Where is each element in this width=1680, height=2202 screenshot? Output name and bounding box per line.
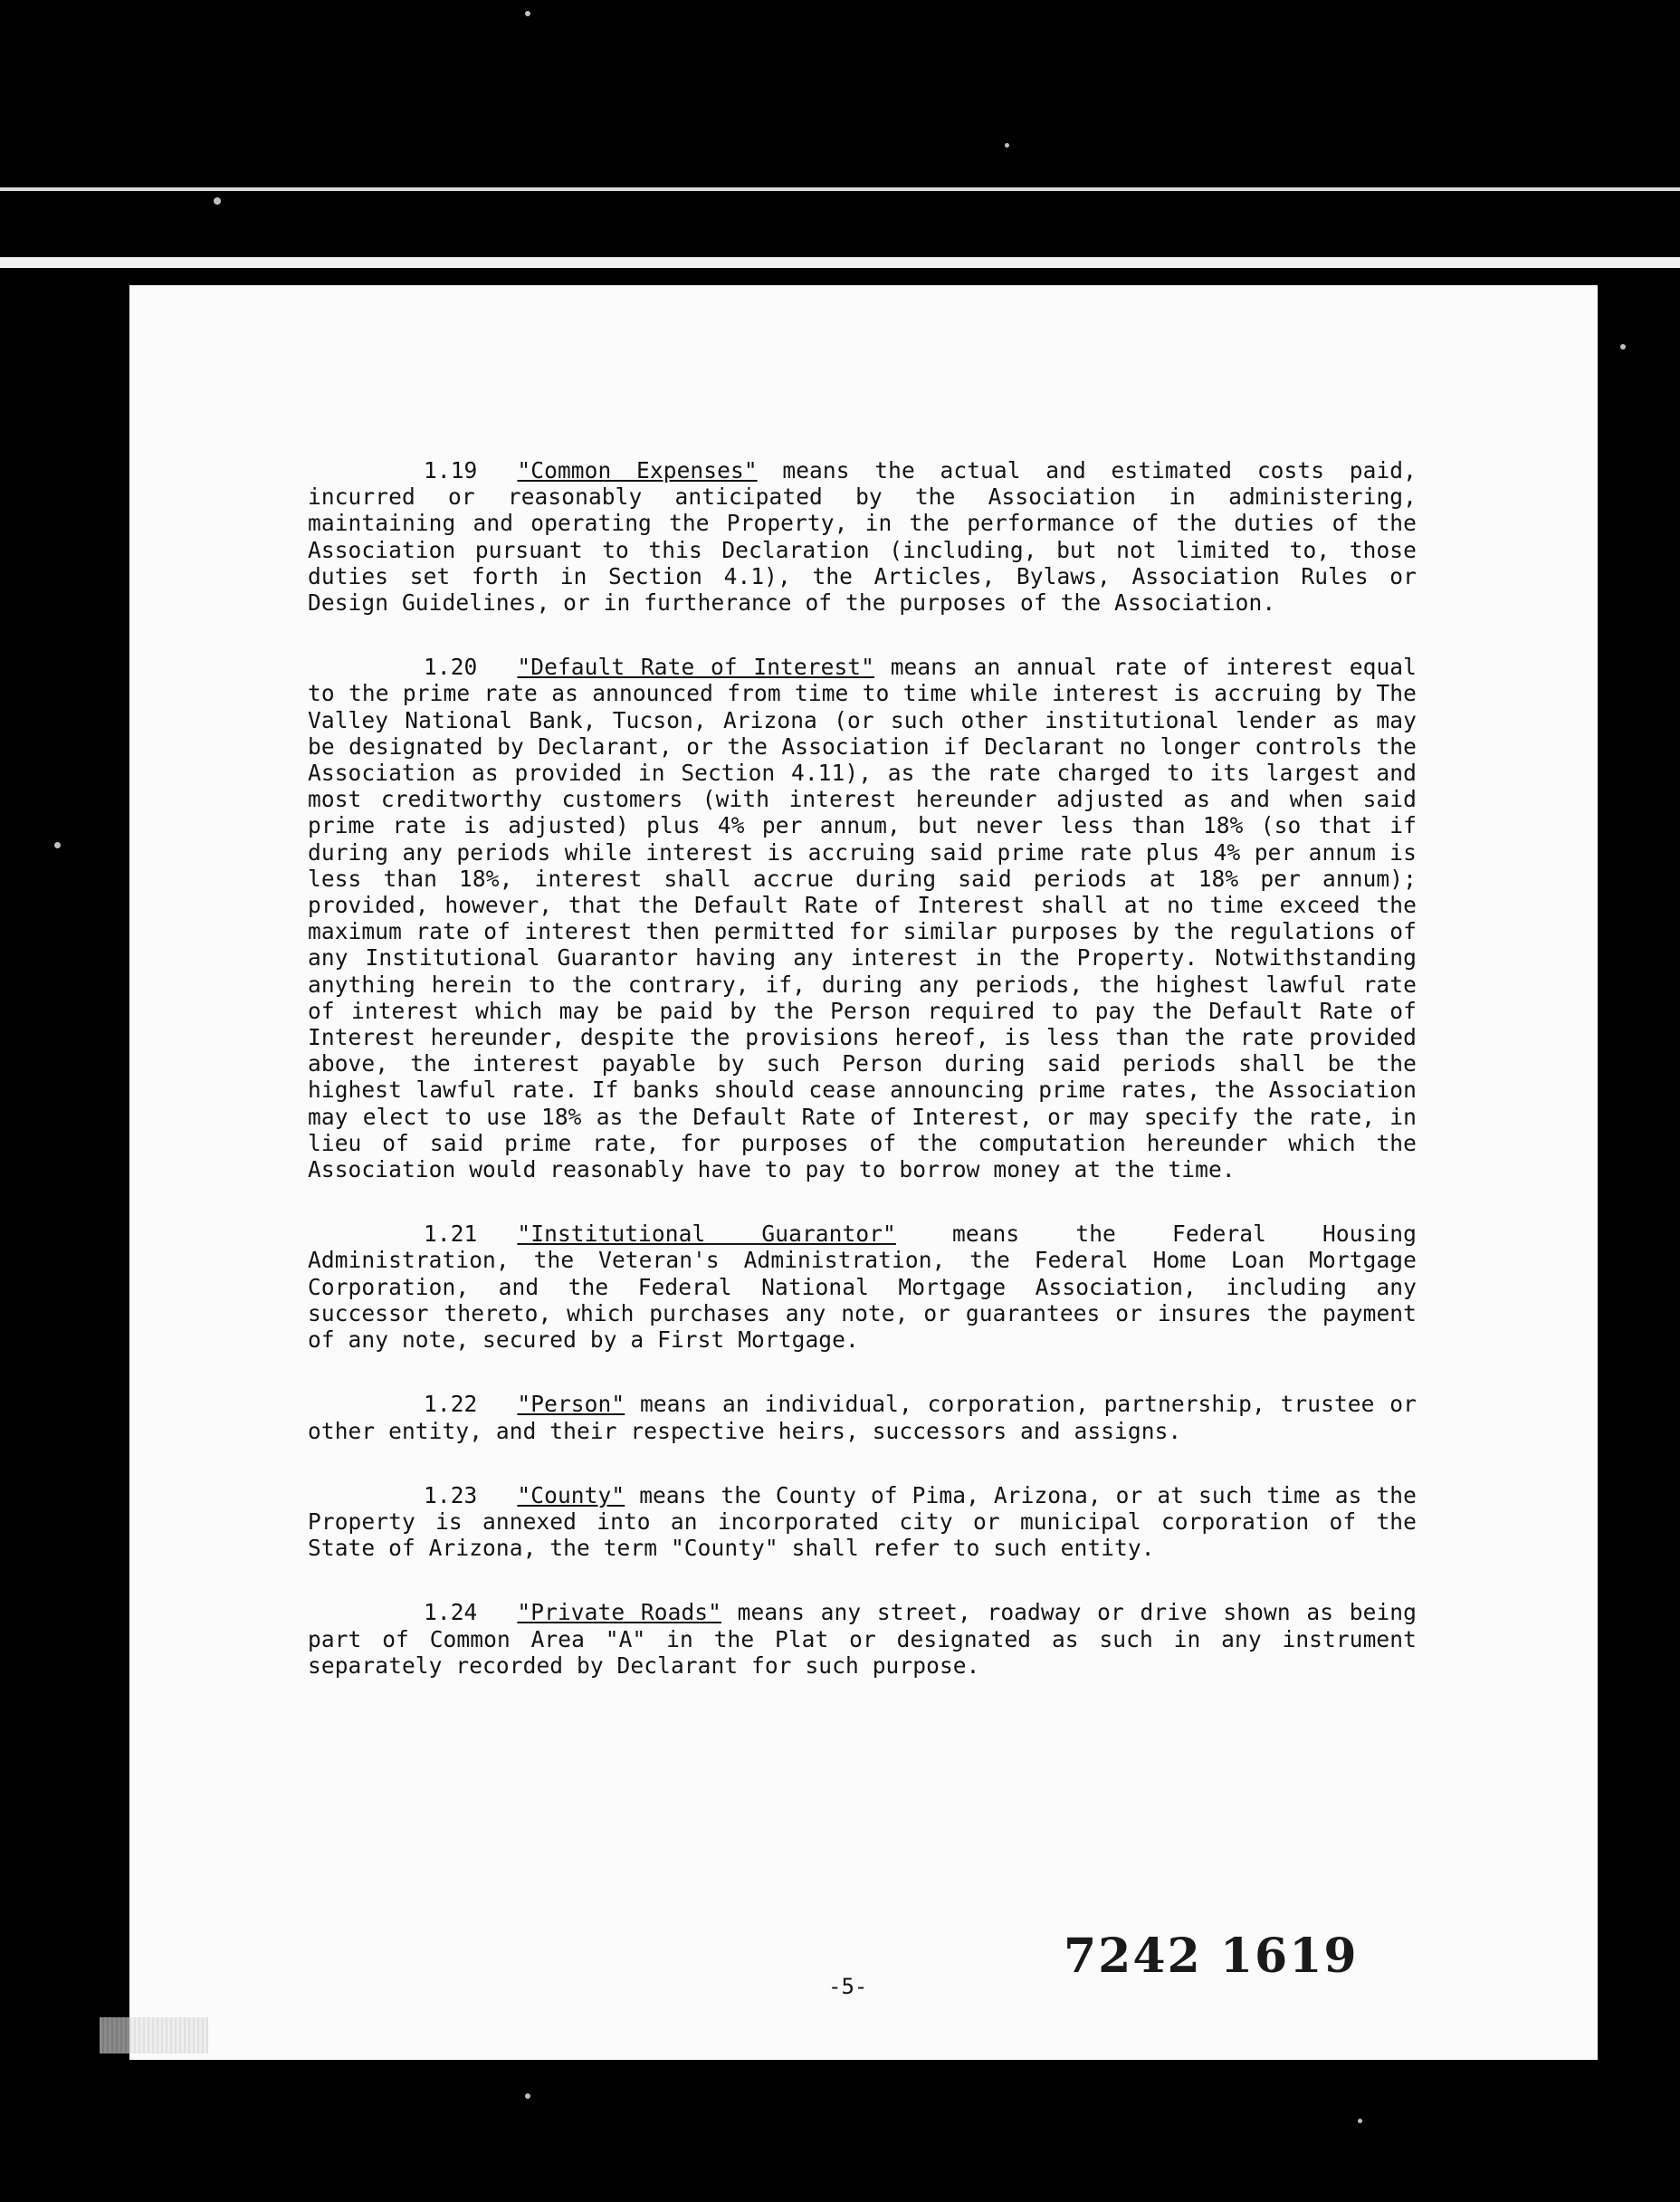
scan-speck <box>525 2093 530 2099</box>
definition-text: means an individual, corporation, partnership, trustee or other entity, and their respective heirs, successors and assigns. <box>308 1391 1417 1444</box>
scan-speck <box>1358 2119 1362 2123</box>
defined-term: "Default Rate of Interest" <box>517 654 875 681</box>
section-number: 1.19 <box>424 457 478 483</box>
scan-speck <box>1620 344 1626 349</box>
document-body <box>308 457 1417 1717</box>
definition-1-20 <box>308 654 1417 1182</box>
section-number: 1.21 <box>424 1221 478 1248</box>
section-number: 1.22 <box>424 1391 478 1418</box>
definition-1-19 <box>308 457 1417 616</box>
definition-1-21 <box>308 1221 1417 1353</box>
book-page-stamp: 7242 1619 <box>1064 1929 1359 1984</box>
scan-edge-line <box>0 187 1680 191</box>
definition-text: means the Federal Housing Administration, the Veteran's Administration, the Federal Home Loan Mortgage Corporation, and the Federal National Mortgage Association, including any successor thereto, which purchases any note, or guarantees or insures the payment of any note, secured by a First Mortgage. <box>308 1221 1417 1354</box>
scan-speck <box>525 11 530 16</box>
definition-1-24 <box>308 1599 1417 1679</box>
definition-text: means the actual and estimated costs paid, incurred or reasonably anticipated by the Association in administering, maintaining and operating the Property, in the performance of the duties of the Association pursuant to this Declaration (including, but not limited to, those duties set forth in Section 4.1), the Articles, Bylaws, Association Rules or Design Guidelines, or in furtherance of the purposes of the Association. <box>308 457 1417 617</box>
defined-term: "Common Expenses" <box>517 457 758 483</box>
scan-edge-line <box>0 257 1680 268</box>
page-number: -5- <box>828 1974 868 1999</box>
definition-text: means an annual rate of interest equal to the prime rate as announced from time to time while interest is accruing by The Valley National Bank, Tucson, Arizona (or such other institutional lender as may be designated by Declarant, or the Association if Declarant no longer controls the Association as provided in Section 4.11), as the rate charged to its largest and most creditworthy customers (with interest hereunder adjusted as and when said prime rate is adjusted) plus 4% per annum, but never less than 18% (so that if during any periods while interest is accruing said prime rate plus 4% per annum is less than 18%, interest shall accrue during said periods at 18% per annum); provided, however, that the Default Rate of Interest shall at no time exceed the maximum rate of interest then permitted for similar purposes by the regulations of any Institutional Guarantor having any interest in the Property. Notwithstanding anything herein to the contrary, if, during any periods, the highest lawful rate of interest which may be paid by the Person required to pay the Default Rate of Interest hereunder, despite the provisions hereof, is less than the rate provided above, the interest payable by such Person during said periods shall be the highest lawful rate. If banks should cease announcing prime rates, the Association may elect to use 18% as the Default Rate of Interest, or may specify the rate, in lieu of said prime rate, for purposes of the computation hereunder which the Association would reasonably have to pay to borrow money at the time. <box>308 654 1417 1183</box>
defined-term: "Person" <box>517 1391 625 1418</box>
definition-1-22 <box>308 1391 1417 1443</box>
section-number: 1.24 <box>424 1599 478 1626</box>
defined-term: "Private Roads" <box>517 1599 721 1626</box>
definition-1-23 <box>308 1482 1417 1562</box>
scan-speck <box>214 197 221 205</box>
defined-term: "Institutional Guarantor" <box>517 1221 896 1248</box>
scan-speck <box>54 842 61 848</box>
section-number: 1.20 <box>424 654 478 681</box>
scan-speck <box>1005 143 1009 148</box>
defined-term: "County" <box>517 1481 625 1508</box>
definition-text: means any street, roadway or drive shown as being part of Common Area "A" in the Plat or designated as such in any instrument separately recorded by Declarant for such purpose. <box>308 1599 1417 1679</box>
section-number: 1.23 <box>424 1481 478 1508</box>
definition-text: means the County of Pima, Arizona, or at such time as the Property is annexed into an incorporated city or municipal corporation of the State of Arizona, the term "County" shall refer to such entity. <box>308 1481 1417 1562</box>
scan-smudge <box>100 2017 208 2054</box>
